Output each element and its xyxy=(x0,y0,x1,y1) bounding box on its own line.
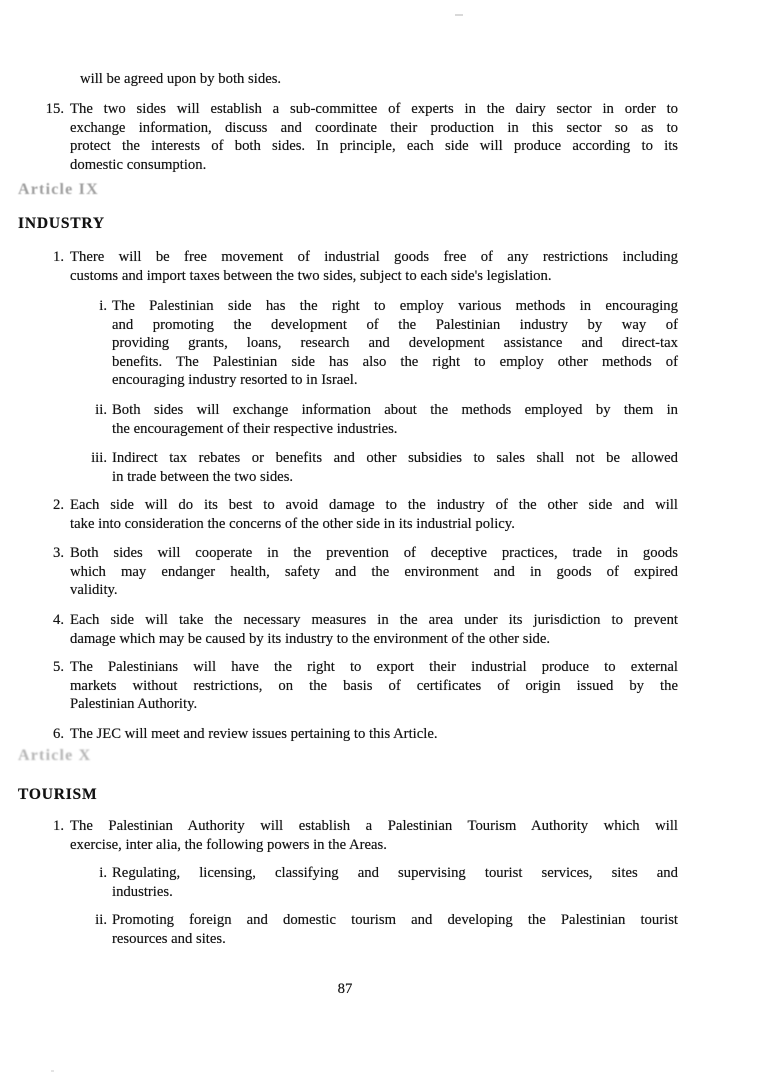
text-line: The Palestinian side has the right to employ various methods in encouraging xyxy=(112,298,678,314)
text-line: exercise, inter alia, the following powers in the Areas. xyxy=(70,836,387,853)
text-line: The JEC will meet and review issues pertaining to this Article. xyxy=(70,726,438,742)
page-number: 87 xyxy=(337,981,353,997)
list-marker: 1. xyxy=(52,249,64,265)
text-line: benefits. The Palestinian side has also the right to employ other methods of xyxy=(112,353,678,370)
list-marker: 6. xyxy=(52,726,64,742)
text-line: Palestinian Authority. xyxy=(70,696,198,713)
scan-artifact xyxy=(455,14,463,16)
text-line: Each side will take the necessary measures in the area under its jurisdiction to prevent xyxy=(70,612,678,628)
list-item-text xyxy=(112,401,678,438)
list-item-text xyxy=(112,864,678,901)
list-item-text xyxy=(70,100,678,174)
list-marker: i. xyxy=(99,865,107,881)
list-marker: iii. xyxy=(91,450,107,466)
list-marker: 2. xyxy=(52,497,64,513)
text-line: Both sides will exchange information about the methods employed by them in xyxy=(112,402,678,418)
text-line: resources and sites. xyxy=(112,930,226,947)
list-marker: 5. xyxy=(52,659,64,675)
text-line: markets without restrictions, on the basis of certificates of origin issued by the xyxy=(70,677,678,694)
list-item-text xyxy=(70,496,678,533)
text-line: industries. xyxy=(112,883,173,900)
list-item-text xyxy=(70,725,678,744)
text-line: validity. xyxy=(70,582,118,599)
list-item-text xyxy=(70,817,678,854)
text-line: encouraging industry resorted to in Israel. xyxy=(112,372,358,389)
text-line: and promoting the development of the Palestinian industry by way of xyxy=(112,316,678,333)
text-line: The two sides will establish a sub-committee of experts in the dairy sector in order to xyxy=(70,101,678,117)
text-line: customs and import taxes between the two sides, subject to each side's legislation. xyxy=(70,267,552,284)
text-line: exchange information, discuss and coordinate their production in this sector so as to xyxy=(70,119,678,136)
intro-text xyxy=(80,70,680,89)
scan-artifact xyxy=(51,1070,54,1072)
list-item-text xyxy=(70,611,678,648)
list-marker: ii. xyxy=(95,402,107,418)
text-line: damage which may be caused by its industry to the environment of the other side. xyxy=(70,630,551,647)
list-item-text xyxy=(70,248,678,285)
text-line: will be agreed upon by both sides. xyxy=(80,71,282,87)
text-line: Indirect tax rebates or benefits and other subsidies to sales shall not be allowed xyxy=(112,450,678,466)
text-line: There will be free movement of industrial goods free of any restrictions including xyxy=(70,249,678,265)
list-marker: i. xyxy=(99,298,107,314)
list-item-text xyxy=(112,297,678,390)
list-marker: ii. xyxy=(95,912,107,928)
tourism-section-heading: TOURISM xyxy=(18,786,98,803)
list-item-text xyxy=(112,449,678,486)
text-line: The Palestinian Authority will establish a Palestinian Tourism Authority which will xyxy=(70,818,678,834)
industry-section-heading: INDUSTRY xyxy=(18,215,105,232)
text-line: in trade between the two sides. xyxy=(112,468,294,485)
article-ix-heading: Article IX xyxy=(18,181,99,198)
list-marker: 3. xyxy=(52,545,64,561)
text-line: Each side will do its best to avoid damage to the industry of the other side and will xyxy=(70,497,678,513)
list-item-text xyxy=(112,911,678,948)
article-x-heading: Article X xyxy=(18,747,92,764)
list-marker: 15. xyxy=(45,101,64,117)
list-marker: 4. xyxy=(52,612,64,628)
text-line: take into consideration the concerns of the other side in its industrial policy. xyxy=(70,515,515,532)
text-line: Promoting foreign and domestic tourism and developing the Palestinian tourist xyxy=(112,912,678,928)
text-line: which may endanger health, safety and the environment and in goods of expired xyxy=(70,563,678,580)
text-line: Regulating, licensing, classifying and supervising tourist services, sites and xyxy=(112,865,678,881)
text-line: protect the interests of both sides. In principle, each side will produce according to its xyxy=(70,138,678,155)
text-line: the encouragement of their respective industries. xyxy=(112,420,398,437)
text-line: The Palestinians will have the right to export their industrial produce to external xyxy=(70,659,678,675)
list-item-text xyxy=(70,544,678,600)
text-line: domestic consumption. xyxy=(70,156,207,173)
list-marker: 1. xyxy=(52,818,64,834)
text-line: providing grants, loans, research and development assistance and direct-tax xyxy=(112,335,678,352)
list-item-text xyxy=(70,658,678,714)
text-line: Both sides will cooperate in the prevention of deceptive practices, trade in goods xyxy=(70,545,678,561)
